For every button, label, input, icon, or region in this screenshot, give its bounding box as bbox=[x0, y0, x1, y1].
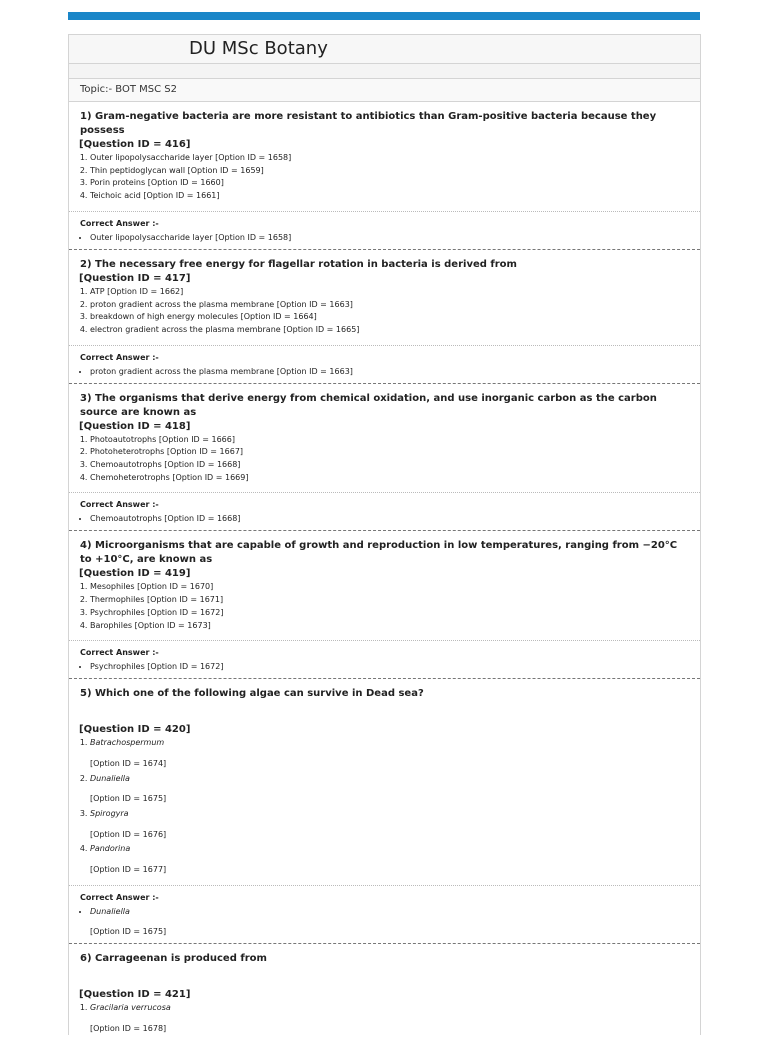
option-id: [Option ID = 1677] bbox=[90, 865, 167, 875]
question-id: [Question ID = 421] bbox=[79, 988, 191, 1000]
option-list bbox=[69, 152, 700, 203]
option-list bbox=[69, 434, 700, 485]
question-text: 6) Carrageenan is produced from bbox=[80, 952, 267, 964]
option-id: [Option ID = 1674] bbox=[90, 758, 167, 768]
option-id: [Option ID = 1675] bbox=[90, 794, 167, 804]
option-item: 1. Outer lipopolysaccharide layer [Option ID = 1658] bbox=[90, 152, 700, 165]
correct-answer-label: Correct Answer :- bbox=[80, 218, 159, 228]
option-id: [Option ID = 1678] bbox=[90, 1023, 167, 1033]
option-name: Pandorina bbox=[90, 844, 131, 854]
option-item: 2. proton gradient across the plasma membrane [Option ID = 1663] bbox=[90, 299, 700, 312]
answer-id: [Option ID = 1675] bbox=[90, 926, 167, 936]
question-id: [Question ID = 420] bbox=[79, 724, 191, 736]
question-block bbox=[69, 250, 700, 384]
correct-answer-label: Correct Answer :- bbox=[80, 892, 159, 902]
answer-item: • proton gradient across the plasma membrane [Option ID = 1663] bbox=[90, 366, 700, 378]
answer-section bbox=[69, 640, 700, 673]
question-block bbox=[69, 102, 700, 250]
option-item: 1. Photoautotrophs [Option ID = 1666] bbox=[90, 434, 700, 447]
answer-list bbox=[69, 906, 700, 938]
option-item bbox=[90, 737, 700, 770]
option-item: 2. Photoheterotrophs [Option ID = 1667] bbox=[90, 446, 700, 459]
answer-section bbox=[69, 345, 700, 378]
top-accent-bar bbox=[68, 12, 700, 20]
option-item: 4. Barophiles [Option ID = 1673] bbox=[90, 620, 700, 633]
correct-answer-label: Correct Answer :- bbox=[80, 500, 159, 510]
answer-section bbox=[69, 211, 700, 244]
option-item bbox=[90, 773, 700, 806]
option-list bbox=[69, 286, 700, 337]
option-item: 2. Thermophiles [Option ID = 1671] bbox=[90, 594, 700, 607]
option-list bbox=[69, 1002, 700, 1035]
option-name: Spirogyra bbox=[90, 809, 129, 819]
option-item bbox=[90, 1002, 700, 1035]
answer-item bbox=[90, 906, 700, 938]
question-id: [Question ID = 418] bbox=[79, 420, 191, 432]
header-strip bbox=[69, 64, 700, 79]
option-name: Batrachospermum bbox=[90, 738, 165, 748]
option-item: 1. ATP [Option ID = 1662] bbox=[90, 286, 700, 299]
option-item: 4. Teichoic acid [Option ID = 1661] bbox=[90, 190, 700, 203]
question-block bbox=[69, 944, 700, 1042]
correct-answer-label: Correct Answer :- bbox=[80, 352, 159, 362]
question-text: 2) The necessary free energy for flagellar rotation in bacteria is derived from bbox=[80, 258, 517, 270]
question-id: [Question ID = 417] bbox=[79, 272, 191, 284]
question-paper bbox=[68, 34, 701, 1035]
question-id: [Question ID = 419] bbox=[79, 568, 191, 580]
question-block bbox=[69, 384, 700, 532]
option-id: [Option ID = 1676] bbox=[90, 829, 167, 839]
question-text: 4) Microorganisms that are capable of growth and reproduction in low temperatures, ranging from −20°C to +10°C, are known as bbox=[80, 540, 678, 566]
title-box bbox=[69, 35, 700, 64]
option-item: 4. electron gradient across the plasma membrane [Option ID = 1665] bbox=[90, 324, 700, 337]
option-name: Gracilaria verrucosa bbox=[90, 1002, 171, 1012]
option-item: 4. Chemoheterotrophs [Option ID = 1669] bbox=[90, 472, 700, 485]
option-item bbox=[90, 808, 700, 841]
answer-list bbox=[69, 661, 700, 673]
answer-item: • Chemoautotrophs [Option ID = 1668] bbox=[90, 513, 700, 525]
option-name: Dunaliella bbox=[90, 773, 130, 783]
option-item: 3. breakdown of high energy molecules [Option ID = 1664] bbox=[90, 311, 700, 324]
answer-list bbox=[69, 232, 700, 244]
answer-list bbox=[69, 366, 700, 378]
page-title: DU MSc Botany bbox=[189, 38, 328, 59]
answer-section bbox=[69, 885, 700, 938]
answer-name: Dunaliella bbox=[90, 906, 130, 916]
question-text: 5) Which one of the following algae can survive in Dead sea? bbox=[80, 688, 424, 700]
answer-list bbox=[69, 513, 700, 525]
question-block bbox=[69, 531, 700, 679]
correct-answer-label: Correct Answer :- bbox=[80, 648, 159, 658]
option-list bbox=[69, 737, 700, 877]
topic-label: Topic:- BOT MSC S2 bbox=[69, 79, 700, 102]
question-block bbox=[69, 679, 700, 944]
question-text: 1) Gram-negative bacteria are more resistant to antibiotics than Gram-positive bacteria because they possess bbox=[80, 111, 657, 136]
answer-item: • Psychrophiles [Option ID = 1672] bbox=[90, 661, 700, 673]
option-item bbox=[90, 843, 700, 876]
option-list bbox=[69, 581, 700, 632]
answer-section bbox=[69, 492, 700, 525]
option-item: 3. Psychrophiles [Option ID = 1672] bbox=[90, 607, 700, 620]
answer-item: • Outer lipopolysaccharide layer [Option ID = 1658] bbox=[90, 232, 700, 244]
option-item: 2. Thin peptidoglycan wall [Option ID = 1659] bbox=[90, 165, 700, 178]
option-item: 1. Mesophiles [Option ID = 1670] bbox=[90, 581, 700, 594]
question-text: 3) The organisms that derive energy from chemical oxidation, and use inorganic carbon as the carbon source are known as bbox=[80, 392, 657, 418]
option-item: 3. Chemoautotrophs [Option ID = 1668] bbox=[90, 459, 700, 472]
option-item: 3. Porin proteins [Option ID = 1660] bbox=[90, 177, 700, 190]
question-id: [Question ID = 416] bbox=[79, 139, 191, 150]
